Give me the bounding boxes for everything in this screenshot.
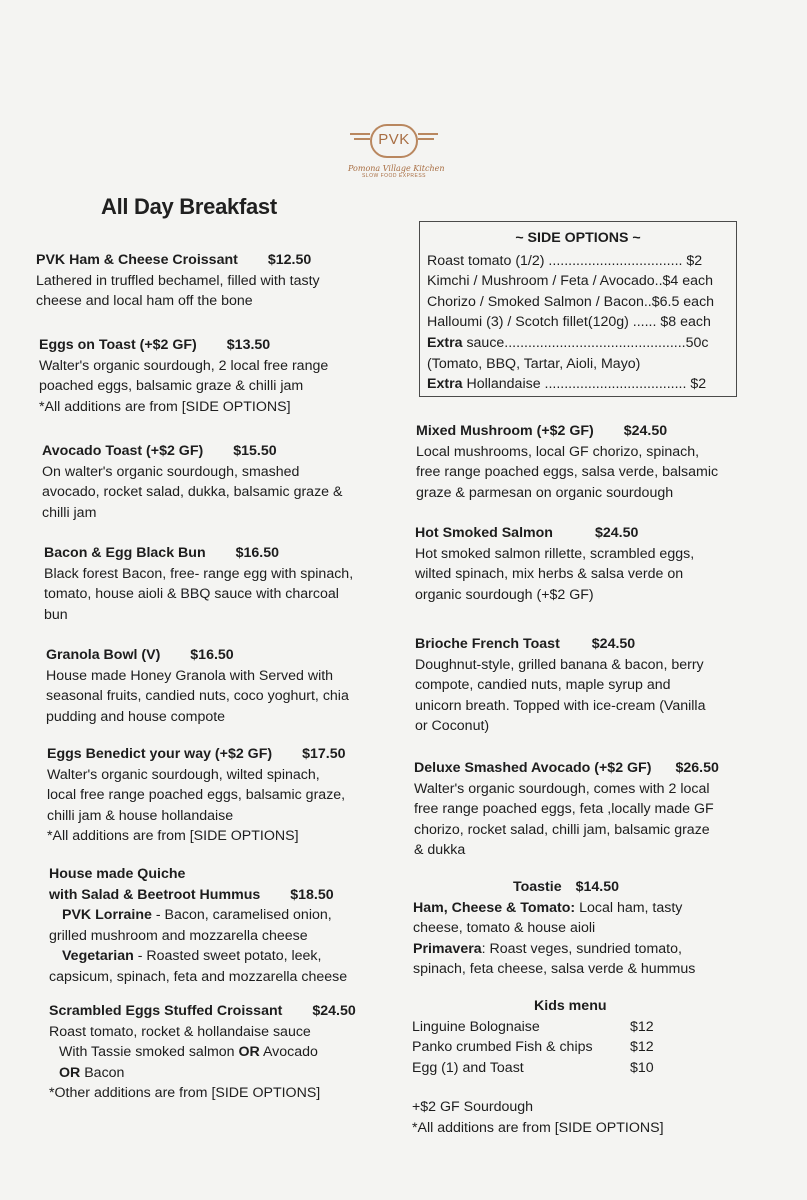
item-desc: free range poached eggs, feta ,locally made GF [414, 801, 714, 818]
item-desc: Walter's organic sourdough, 2 local free range [39, 357, 329, 374]
item-price: $17.50 [302, 746, 346, 762]
logo-name: Pomona Village Kitchen [348, 164, 445, 173]
item-desc: poached eggs, balsamic graze & chilli jam [39, 378, 304, 395]
kids-item [412, 1017, 732, 1038]
item-desc: graze & parmesan on organic sourdough [416, 484, 674, 501]
item-name: Bacon & Egg Black Bun [44, 545, 206, 561]
item-name: Mixed Mushroom (+$2 GF) [416, 423, 594, 439]
logo-badge: PVK [370, 124, 418, 158]
menu-item [416, 421, 718, 503]
item-desc: chorizo, rocket salad, chilli jam, balsamic graze [414, 821, 710, 838]
kids-item [412, 1037, 732, 1058]
item-note: *All additions are from [SIDE OPTIONS] [47, 828, 299, 845]
item-desc: cheese, tomato & house aioli [413, 920, 596, 937]
side-options-box [419, 221, 737, 397]
item-desc: : Roast veges, sundried tomato, [481, 940, 682, 957]
kids-item-name: Linguine Bolognaise [412, 1018, 540, 1035]
item-name: Scrambled Eggs Stuffed Croissant [49, 1003, 283, 1019]
item-desc: bun [44, 606, 68, 623]
item-desc: chilli jam & house hollandaise [47, 807, 234, 824]
side-option-row: Roast tomato (1/2) .................................. $2 [427, 252, 703, 269]
item-desc: Hot smoked salmon rillette, scrambled eggs, [415, 545, 695, 562]
item-name: Eggs on Toast (+$2 GF) [39, 337, 197, 353]
menu-item [415, 523, 694, 605]
item-desc: Walter's organic sourdough, wilted spinach, [47, 766, 320, 783]
toastie-heading: Toastie [513, 879, 562, 895]
primavera-label: Primavera [413, 940, 482, 957]
item-price: $26.50 [675, 760, 719, 776]
side-option-row: sauce..............................................50c [462, 334, 709, 351]
side-option-row: Chorizo / Smoked Salmon / Bacon..$6.5 each [427, 293, 715, 310]
item-desc: Walter's organic sourdough, comes with 2 local [414, 780, 710, 797]
item-name-2: with Salad & Beetroot Hummus [49, 886, 261, 903]
vegetarian-desc-2: capsicum, spinach, feta and mozzarella cheese [49, 968, 348, 985]
item-desc: avocado, rocket salad, dukka, balsamic graze & [42, 484, 343, 501]
item-desc: Bacon [80, 1064, 125, 1081]
item-desc: or Coconut) [415, 718, 490, 735]
pvk-logo [348, 124, 445, 190]
kids-menu [412, 996, 732, 1078]
item-price: $24.50 [594, 525, 639, 541]
item-price: $13.50 [226, 337, 271, 353]
item-price: $24.50 [623, 423, 668, 439]
item-desc: local free range poached eggs, balsamic graze, [47, 787, 346, 804]
item-desc: chilli jam [42, 504, 97, 521]
menu-item [47, 744, 346, 847]
vegetarian-label: Vegetarian [62, 948, 134, 965]
menu-item [39, 335, 328, 417]
toastie-price: $14.50 [575, 879, 620, 895]
side-option-row: Halloumi (3) / Scotch fillet(120g) ...... $8 each [427, 314, 711, 331]
item-name: Eggs Benedict your way (+$2 GF) [47, 746, 273, 762]
item-desc: On walter's organic sourdough, smashed [42, 463, 300, 480]
gf-note: +$2 GF Sourdough [412, 1099, 534, 1115]
item-desc: House made Honey Granola with Served with [46, 667, 334, 684]
kids-item-name: Egg (1) and Toast [412, 1059, 524, 1076]
item-desc: wilted spinach, mix herbs & salsa verde on [415, 566, 684, 583]
additions-note: *All additions are from [SIDE OPTIONS] [412, 1119, 664, 1136]
item-desc: tomato, house aioli & BBQ sauce with charcoal [44, 586, 339, 603]
kids-item-price: $12 [630, 1039, 654, 1056]
menu-item [42, 441, 342, 523]
item-desc: seasonal fruits, candied nuts, coco yoghurt, chia [46, 688, 349, 705]
scrambled-item [49, 1001, 356, 1104]
menu-item [415, 634, 705, 737]
item-desc: compote, candied nuts, maple syrup and [415, 677, 671, 694]
vegetarian-desc: - Roasted sweet potato, leek, [133, 948, 322, 965]
item-name: Hot Smoked Salmon [415, 525, 553, 541]
item-name: Brioche French Toast [415, 636, 560, 652]
lorraine-desc-2: grilled mushroom and mozzarella cheese [49, 927, 308, 944]
kids-item-name: Panko crumbed Fish & chips [412, 1039, 593, 1056]
item-desc: Local ham, tasty [575, 899, 683, 916]
item-desc: organic sourdough (+$2 GF) [415, 586, 594, 603]
menu-item [44, 543, 353, 625]
item-desc: spinach, feta cheese, salsa verde & hummus [413, 961, 696, 978]
page-title: All Day Breakfast [101, 194, 277, 219]
sauce-list: (Tomato, BBQ, Tartar, Aioli, Mayo) [427, 355, 641, 372]
kids-heading: Kids menu [534, 998, 607, 1014]
item-desc: Avocado [259, 1044, 318, 1061]
item-price: $16.50 [190, 647, 234, 663]
or-label: OR [238, 1044, 260, 1061]
item-price: $16.50 [235, 545, 280, 561]
side-option-row: Hollandaise .................................... $2 [462, 376, 707, 393]
kids-item-price: $12 [630, 1018, 654, 1035]
item-desc: Roast tomato, rocket & hollandaise sauce [49, 1023, 311, 1040]
lorraine-desc: - Bacon, caramelised onion, [151, 907, 332, 924]
footer-notes [412, 1097, 664, 1138]
item-price: $24.50 [591, 636, 636, 652]
extra-label: Extra [427, 376, 463, 393]
side-option-row: Kimchi / Mushroom / Feta / Avocado..$4 each [427, 273, 713, 290]
logo-tagline: SLOW FOOD EXPRESS [361, 173, 427, 179]
item-note: *All additions are from [SIDE OPTIONS] [39, 398, 291, 415]
ham-cheese-label: Ham, Cheese & Tomato: [413, 899, 576, 916]
item-price: $18.50 [290, 886, 334, 903]
item-desc: pudding and house compote [46, 708, 226, 725]
item-name: PVK Ham & Cheese Croissant [36, 252, 238, 268]
item-desc: Black forest Bacon, free- range egg with spinach, [44, 565, 354, 582]
item-price: $12.50 [267, 252, 312, 268]
item-name: House made Quiche [49, 866, 186, 882]
or-label: OR [59, 1064, 81, 1081]
item-name: Granola Bowl (V) [46, 647, 161, 663]
toastie-section [413, 877, 733, 980]
lorraine-label: PVK Lorraine [62, 907, 152, 924]
item-desc: unicorn breath. Topped with ice-cream (Vanilla [415, 697, 706, 714]
item-desc: Doughnut-style, grilled banana & bacon, berry [415, 656, 704, 673]
item-desc: & dukka [414, 842, 466, 859]
menu-item [46, 645, 349, 727]
item-price: $24.50 [312, 1003, 356, 1019]
item-desc: Local mushrooms, local GF chorizo, spinach, [416, 443, 700, 460]
item-name: Avocado Toast (+$2 GF) [42, 443, 204, 459]
side-options-heading: ~ SIDE OPTIONS ~ [515, 230, 641, 246]
item-note: *Other additions are from [SIDE OPTIONS] [49, 1085, 321, 1102]
item-desc: Lathered in truffled bechamel, filled with tasty [36, 272, 320, 289]
kids-item-price: $10 [630, 1059, 654, 1076]
item-name: Deluxe Smashed Avocado (+$2 GF) [414, 760, 652, 776]
menu-item [414, 758, 719, 861]
menu-item [36, 250, 320, 312]
item-desc: free range poached eggs, salsa verde, balsamic [416, 464, 719, 481]
item-desc: cheese and local ham off the bone [36, 293, 253, 310]
item-desc: With Tassie smoked salmon [59, 1044, 239, 1061]
item-price: $15.50 [233, 443, 277, 459]
extra-label: Extra [427, 334, 463, 351]
kids-item [412, 1058, 732, 1079]
quiche-item [49, 864, 347, 988]
